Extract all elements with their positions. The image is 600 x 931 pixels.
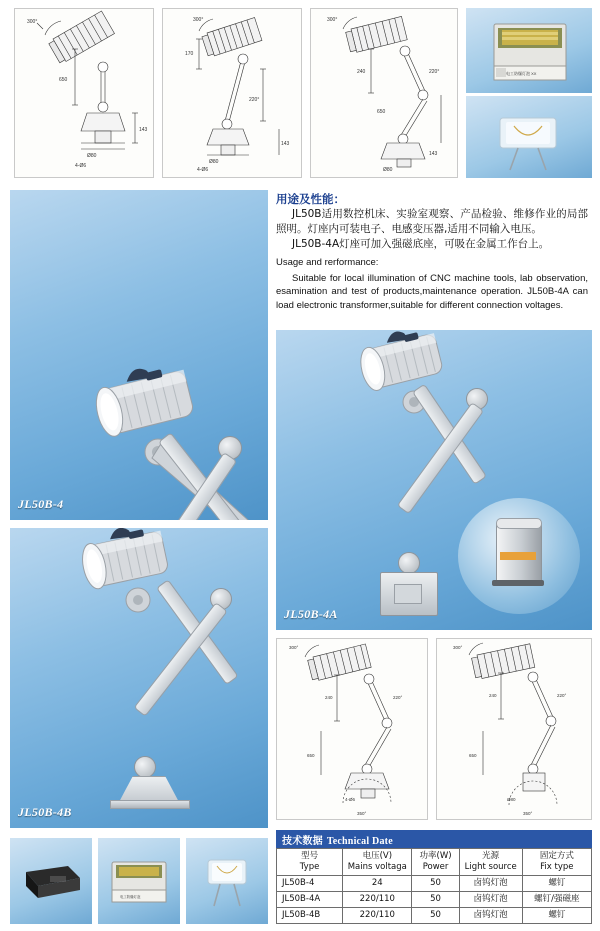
table-title: [276, 830, 592, 849]
th-type-en: Type: [299, 862, 320, 872]
svg-text:143: 143: [429, 151, 438, 157]
cell-type: JL50B-4B: [277, 908, 343, 924]
usage-heading-cn: 用途及性能：: [276, 192, 345, 206]
svg-text:Ø80: Ø80: [209, 159, 219, 165]
svg-text:Ø80: Ø80: [383, 167, 393, 173]
svg-text:220°: 220°: [557, 693, 567, 698]
magnetic-base-photo: [458, 498, 580, 614]
svg-text:240: 240: [357, 69, 366, 75]
svg-text:电工防爆灯泡: 电工防爆灯泡: [120, 895, 141, 899]
svg-text:350°: 350°: [357, 811, 367, 816]
svg-text:4-Ø6: 4-Ø6: [345, 797, 356, 802]
cell-power: 50: [412, 908, 459, 924]
cell-fixtype: 螺钉/强磁座: [522, 892, 591, 908]
cell-power: 50: [412, 892, 459, 908]
drawing-top-mid: [162, 8, 302, 178]
photo-label-jl50b-4b: JL50B-4B: [18, 805, 72, 819]
halogen-bulb-photo-bottom: [186, 838, 268, 924]
table-row: [277, 908, 592, 924]
photo-label-jl50b-4: JL50B-4: [18, 497, 64, 511]
table-title-en: Technical Date: [326, 836, 393, 847]
usage-paragraph-cn-1: JL50B适用数控机床、实验室观察、产品检验、维修作业的局部照明。灯座内可装电子、电感变压器,适用不同输入电压。: [276, 208, 588, 235]
cell-lightsource: 卤钨灯泡: [459, 876, 522, 892]
spec-table: [276, 848, 592, 924]
th-voltage-cn: 电压(V): [362, 851, 393, 861]
svg-text:650: 650: [377, 109, 386, 115]
th-voltage: [343, 849, 412, 876]
th-power-cn: 功率(W): [419, 851, 452, 861]
svg-text:650: 650: [469, 753, 477, 758]
svg-text:350°: 350°: [523, 811, 533, 816]
cell-voltage: 220/110: [343, 892, 412, 908]
cell-power: 50: [412, 876, 459, 892]
photo-jl50b-4: [10, 190, 268, 520]
th-type-cn: 型号: [301, 851, 319, 861]
svg-text:300°: 300°: [453, 645, 463, 650]
usage-text-cn: [276, 192, 588, 252]
cell-voltage: 220/110: [343, 908, 412, 924]
drawing-top-left: [14, 8, 154, 178]
th-type: [277, 849, 343, 876]
cell-type: JL50B-4: [277, 876, 343, 892]
cell-fixtype: 螺钉: [522, 876, 591, 892]
svg-text:Ø80: Ø80: [87, 153, 97, 159]
cell-lightsource: 卤钨灯泡: [459, 892, 522, 908]
photo-jl50b-4a: [276, 330, 592, 630]
drawing-bottom-right: [436, 638, 592, 820]
usage-text-en: [276, 256, 588, 312]
cell-voltage: 24: [343, 876, 412, 892]
drawing-bottom-left: [276, 638, 428, 820]
svg-text:300°: 300°: [327, 17, 338, 23]
th-fixtype-en: Fix type: [540, 862, 574, 872]
usage-paragraph-en-1: Suitable for local illumination of CNC machine tools, lab observation, esamination and test of products,maintenance operation. JL50B-4A can load electronic transformer,suitable for different connection voltages.: [276, 272, 588, 311]
th-lightsource-en: Light source: [464, 862, 517, 872]
usage-paragraph-cn-2: JL50B-4A灯座可加入强磁底座，可吸在金属工作台上。: [292, 238, 550, 250]
cell-type: JL50B-4A: [277, 892, 343, 908]
photo-jl50b-4b: [10, 528, 268, 828]
photo-label-jl50b-4a: JL50B-4A: [284, 607, 338, 621]
svg-text:650: 650: [307, 753, 315, 758]
svg-text:240: 240: [489, 693, 497, 698]
table-row: [277, 892, 592, 908]
svg-text:143: 143: [139, 127, 148, 133]
th-power-en: Power: [422, 862, 449, 872]
th-lightsource: [459, 849, 522, 876]
spec-table-wrap: [276, 848, 592, 924]
drawing-top-right: [310, 8, 458, 178]
svg-text:4-Ø6: 4-Ø6: [197, 167, 209, 173]
th-voltage-en: Mains voltaga: [347, 862, 407, 872]
svg-text:Ø80: Ø80: [507, 797, 516, 802]
svg-text:4-Ø6: 4-Ø6: [75, 163, 87, 169]
svg-text:220°: 220°: [249, 97, 260, 103]
transformer-photo-bottom: [98, 838, 180, 924]
table-title-cn: 技术数据: [282, 836, 323, 847]
table-header-row: [277, 849, 592, 876]
transformer-photo-top: [466, 8, 592, 93]
svg-text:240: 240: [325, 695, 333, 700]
table-row: [277, 876, 592, 892]
th-fixtype: [522, 849, 591, 876]
svg-text:300°: 300°: [289, 645, 299, 650]
cell-lightsource: 卤钨灯泡: [459, 908, 522, 924]
th-fixtype-cn: 固定方式: [539, 851, 574, 861]
svg-text:电工防爆灯泡 XX: 电工防爆灯泡 XX: [506, 71, 537, 76]
svg-text:300°: 300°: [193, 17, 204, 23]
cell-fixtype: 螺钉: [522, 908, 591, 924]
svg-text:300°: 300°: [27, 19, 38, 25]
svg-text:650: 650: [59, 77, 68, 83]
svg-text:220°: 220°: [429, 69, 440, 75]
svg-text:220°: 220°: [393, 695, 403, 700]
usage-heading-en: Usage and rerformance:: [276, 257, 379, 268]
svg-text:170: 170: [185, 51, 194, 57]
th-lightsource-cn: 光源: [482, 851, 500, 861]
svg-text:143: 143: [281, 141, 290, 147]
th-power: [412, 849, 459, 876]
halogen-bulb-photo-top: [466, 96, 592, 178]
black-base-photo: [10, 838, 92, 924]
